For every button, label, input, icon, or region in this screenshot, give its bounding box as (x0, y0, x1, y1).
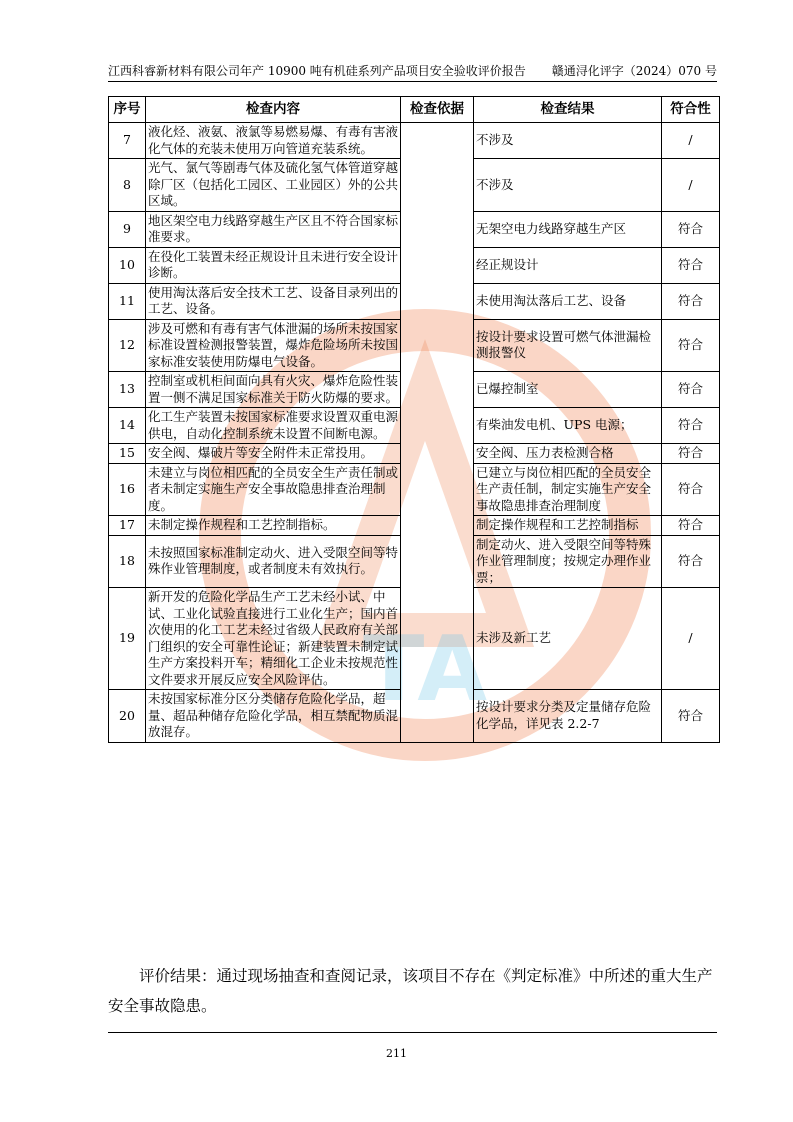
header-result: 检查结果 (474, 97, 662, 123)
row-seq: 8 (109, 159, 146, 212)
row-seq: 10 (109, 247, 146, 283)
row-result: 有柴油发电机、UPS 电源； (474, 408, 662, 444)
row-content: 控制室或机柜间面向具有火灾、爆炸危险性装置一侧不满足国家标准关于防火防爆的要求。 (146, 372, 401, 408)
report-title: 江西科睿新材料有限公司年产 10900 吨有机硅系列产品项目安全验收评价报告 (108, 64, 526, 78)
row-result: 经正规设计 (474, 247, 662, 283)
row-conform: 符合 (662, 463, 720, 516)
row-conform: / (662, 123, 720, 159)
inspection-table (108, 96, 720, 743)
row-content: 在役化工装置未经正规设计且未进行安全设计诊断。 (146, 247, 401, 283)
row-result: 未使用淘汰落后工艺、设备 (474, 283, 662, 319)
row-result: 不涉及 (474, 159, 662, 212)
header-rule (108, 81, 717, 82)
row-content: 新开发的危险化学品生产工艺未经小试、中试、工业化试验直接进行工业化生产；国内首次使用的化工工艺未经过省级人民政府有关部门组织的安全可靠性论证；新建装置未制定试生产方案投料开车；精细化工企业未按规范性文件要求开展反应安全风险评估。 (146, 588, 401, 690)
header-seq: 序号 (109, 97, 146, 123)
row-result: 制定动火、进入受限空间等特殊作业管理制度；按规定办理作业票； (474, 535, 662, 588)
row-result: 无架空电力线路穿越生产区 (474, 211, 662, 247)
row-result: 已爆控制室 (474, 372, 662, 408)
row-content: 光气、氯气等剧毒气体及硫化氢气体管道穿越除厂区（包括化工园区、工业园区）外的公共区域。 (146, 159, 401, 212)
row-result: 按设计要求设置可燃气体泄漏检测报警仪 (474, 319, 662, 372)
row-result: 已建立与岗位相匹配的全员安全生产责任制，制定实施生产安全事故隐患排查治理制度 (474, 463, 662, 516)
row-conform: 符合 (662, 408, 720, 444)
row-result: 安全阀、压力表检测合格 (474, 444, 662, 464)
row-conform: / (662, 588, 720, 690)
row-result: 按设计要求分类及定量储存危险化学品，详见表 2.2-7 (474, 690, 662, 743)
row-content: 未制定操作规程和工艺控制指标。 (146, 516, 401, 536)
row-content: 未按照国家标准制定动火、进入受限空间等特殊作业管理制度，或者制度未有效执行。 (146, 535, 401, 588)
row-conform: 符合 (662, 372, 720, 408)
row-content: 未建立与岗位相匹配的全员安全生产责任制或者未制定实施生产安全事故隐患排查治理制度。 (146, 463, 401, 516)
row-content: 地区架空电力线路穿越生产区且不符合国家标准要求。 (146, 211, 401, 247)
footer-rule (108, 1032, 717, 1033)
row-seq: 9 (109, 211, 146, 247)
row-content: 使用淘汰落后安全技术工艺、设备目录列出的工艺、设备。 (146, 283, 401, 319)
row-content: 涉及可燃和有毒有害气体泄漏的场所未按国家标准设置检测报警装置，爆炸危险场所未按国家标准安装使用防爆电气设备。 (146, 319, 401, 372)
row-conform: 符合 (662, 690, 720, 743)
row-seq: 20 (109, 690, 146, 743)
row-result: 不涉及 (474, 123, 662, 159)
row-seq: 15 (109, 444, 146, 464)
row-seq: 12 (109, 319, 146, 372)
row-result: 制定操作规程和工艺控制指标 (474, 516, 662, 536)
row-content: 未按国家标准分区分类储存危险化学品，超量、超品种储存危险化学品，相互禁配物质混放混存。 (146, 690, 401, 743)
row-content: 安全阀、爆破片等安全附件未正常投用。 (146, 444, 401, 464)
header-content: 检查内容 (146, 97, 401, 123)
row-conform: / (662, 159, 720, 212)
row-conform: 符合 (662, 535, 720, 588)
row-seq: 14 (109, 408, 146, 444)
row-seq: 11 (109, 283, 146, 319)
page-header (108, 62, 717, 80)
page-number: 211 (386, 1047, 407, 1060)
header-conform: 符合性 (662, 97, 720, 123)
header-basis: 检查依据 (401, 97, 474, 123)
watermark-letters: TA (362, 617, 488, 722)
row-conform: 符合 (662, 247, 720, 283)
row-result: 未涉及新工艺 (474, 588, 662, 690)
report-number: 赣通浔化评字（2024）070 号 (551, 64, 717, 78)
row-conform: 符合 (662, 211, 720, 247)
row-conform: 符合 (662, 444, 720, 464)
row-seq: 19 (109, 588, 146, 690)
table-header-row (109, 97, 720, 123)
row-seq: 17 (109, 516, 146, 536)
row-content: 液化烃、液氨、液氯等易燃易爆、有毒有害液化气体的充装未使用万向管道充装系统。 (146, 123, 401, 159)
table-row (109, 123, 720, 159)
row-seq: 7 (109, 123, 146, 159)
row-content: 化工生产装置未按国家标准要求设置双重电源供电，自动化控制系统未设置不间断电源。 (146, 408, 401, 444)
row-seq: 16 (109, 463, 146, 516)
row-conform: 符合 (662, 516, 720, 536)
row-basis (401, 123, 474, 743)
evaluation-conclusion: 评价结果：通过现场抽查和查阅记录，该项目不存在《判定标准》中所述的重大生产安全事故隐患。 (108, 967, 713, 1015)
row-conform: 符合 (662, 283, 720, 319)
row-conform: 符合 (662, 319, 720, 372)
row-seq: 18 (109, 535, 146, 588)
row-seq: 13 (109, 372, 146, 408)
